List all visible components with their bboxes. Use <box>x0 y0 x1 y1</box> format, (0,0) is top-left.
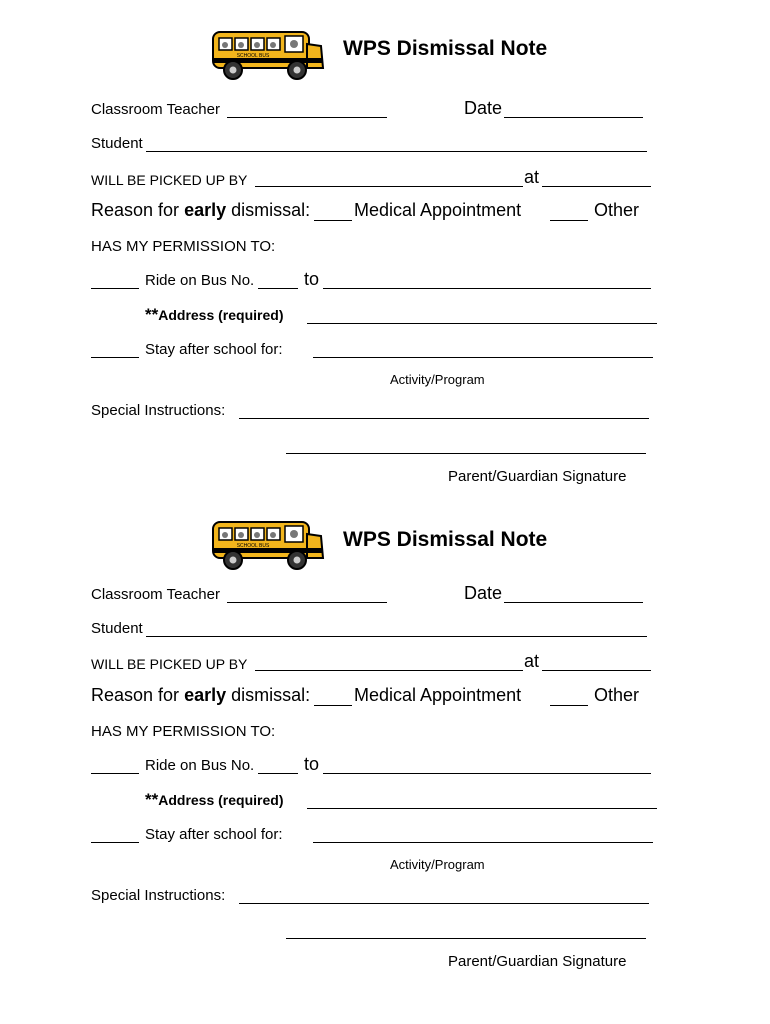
other-checkbox[interactable] <box>550 220 588 221</box>
dismissal-note-2 <box>0 490 770 980</box>
date-field[interactable] <box>504 117 643 118</box>
activity-program-field[interactable] <box>313 357 653 358</box>
address-label: **Address (required) <box>145 790 284 809</box>
medical-appointment-label: Medical Appointment <box>354 200 522 220</box>
date-label: Date <box>464 98 503 118</box>
address-field[interactable] <box>307 323 657 324</box>
note-title: WPS Dismissal Note <box>343 37 548 60</box>
stay-after-school-checkbox[interactable] <box>91 357 139 358</box>
address-label: **Address (required) <box>145 305 284 324</box>
stay-after-school-checkbox[interactable] <box>91 842 139 843</box>
picked-up-by-field[interactable] <box>255 670 523 671</box>
permission-label: HAS MY PERMISSION TO: <box>91 238 276 255</box>
reason-early-emphasis: early <box>184 200 227 220</box>
reason-label: Reason for early dismissal: <box>91 200 311 220</box>
address-field[interactable] <box>307 808 657 809</box>
pickup-time-field[interactable] <box>542 670 651 671</box>
ride-bus-checkbox[interactable] <box>91 773 139 774</box>
to-label: to <box>304 269 320 289</box>
date-label: Date <box>464 583 503 603</box>
dismissal-note-1 <box>0 0 770 490</box>
special-instructions-label: Special Instructions: <box>91 402 226 419</box>
signature-label: Parent/Guardian Signature <box>448 468 627 485</box>
special-instructions-field[interactable] <box>239 418 649 419</box>
other-label: Other <box>594 200 640 220</box>
classroom-teacher-label: Classroom Teacher <box>91 101 220 118</box>
note-title: WPS Dismissal Note <box>343 528 548 551</box>
other-checkbox[interactable] <box>550 705 588 706</box>
classroom-teacher-field[interactable] <box>227 117 387 118</box>
other-label: Other <box>594 685 640 705</box>
activity-program-label: Activity/Program <box>390 372 485 387</box>
bus-number-field[interactable] <box>258 773 298 774</box>
ride-bus-checkbox[interactable] <box>91 288 139 289</box>
picked-up-by-field[interactable] <box>255 186 523 187</box>
classroom-teacher-label: Classroom Teacher <box>91 586 220 603</box>
permission-label: HAS MY PERMISSION TO: <box>91 723 276 740</box>
medical-appointment-checkbox[interactable] <box>314 705 352 706</box>
signature-field[interactable] <box>286 453 646 454</box>
bus-destination-field[interactable] <box>323 773 651 774</box>
stay-after-school-label: Stay after school for: <box>145 826 283 843</box>
medical-appointment-label: Medical Appointment <box>354 685 522 705</box>
signature-field[interactable] <box>286 938 646 939</box>
to-label: to <box>304 754 320 774</box>
bus-sign-text: SCHOOL BUS <box>236 53 270 59</box>
date-field[interactable] <box>504 602 643 603</box>
reason-label: Reason for early dismissal: <box>91 685 311 705</box>
student-label: Student <box>91 620 143 637</box>
school-bus-icon <box>209 22 329 84</box>
bus-sign-text: SCHOOL BUS <box>236 543 270 549</box>
medical-appointment-checkbox[interactable] <box>314 220 352 221</box>
ride-bus-label: Ride on Bus No. <box>145 272 255 289</box>
student-field[interactable] <box>146 151 647 152</box>
at-label: at <box>524 167 540 187</box>
special-instructions-label: Special Instructions: <box>91 887 226 904</box>
ride-bus-label: Ride on Bus No. <box>145 757 255 774</box>
bus-number-field[interactable] <box>258 288 298 289</box>
student-field[interactable] <box>146 636 647 637</box>
signature-label: Parent/Guardian Signature <box>448 953 627 970</box>
special-instructions-field[interactable] <box>239 903 649 904</box>
picked-up-label: WILL BE PICKED UP BY <box>91 656 248 672</box>
pickup-time-field[interactable] <box>542 186 651 187</box>
reason-early-emphasis: early <box>184 685 227 705</box>
classroom-teacher-field[interactable] <box>227 602 387 603</box>
activity-program-field[interactable] <box>313 842 653 843</box>
stay-after-school-label: Stay after school for: <box>145 341 283 358</box>
bus-destination-field[interactable] <box>323 288 651 289</box>
school-bus-icon <box>209 512 329 574</box>
activity-program-label: Activity/Program <box>390 857 485 872</box>
student-label: Student <box>91 135 143 152</box>
at-label: at <box>524 651 540 671</box>
picked-up-label: WILL BE PICKED UP BY <box>91 172 248 188</box>
